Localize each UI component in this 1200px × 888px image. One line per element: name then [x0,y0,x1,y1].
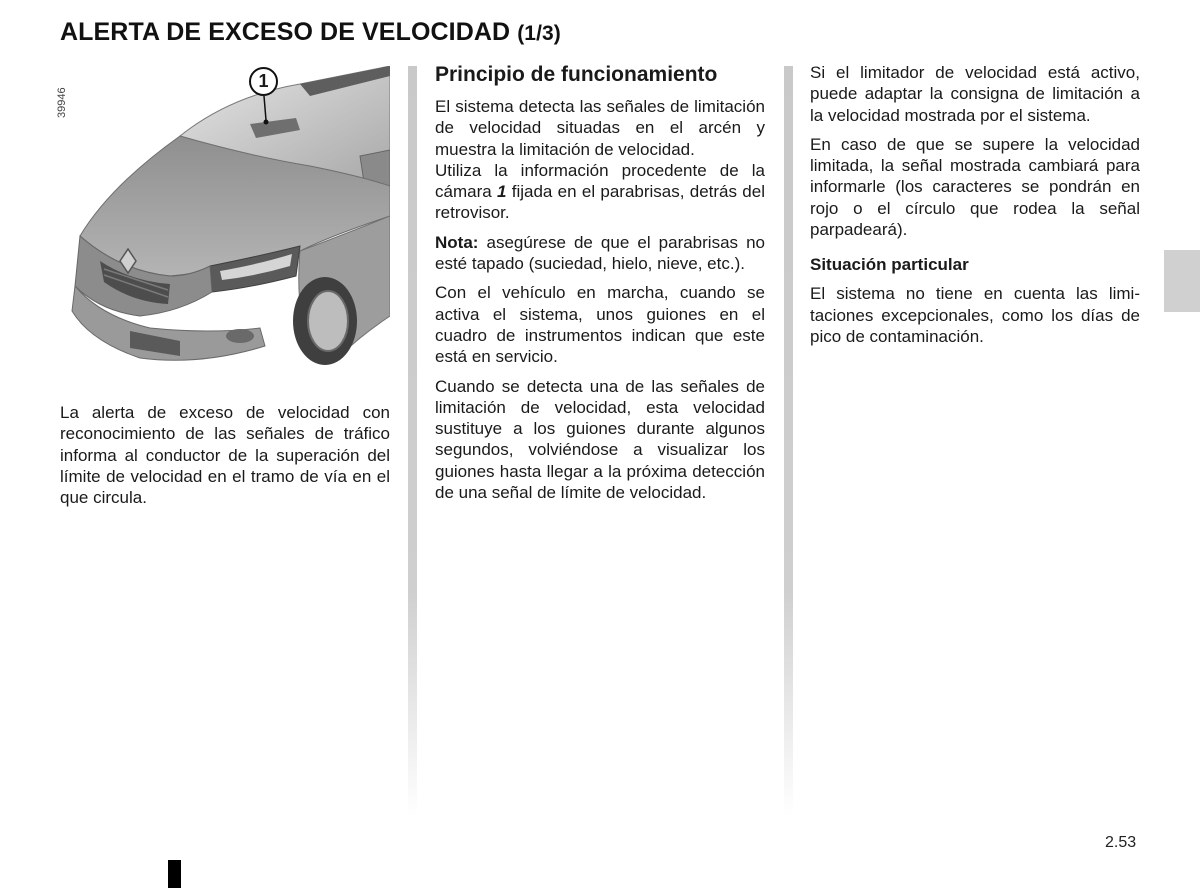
column-separator-2 [784,66,793,816]
paragraph-speed-display: Cuando se detecta una de las señales de limitación de velocidad, esta velocidad sustituye a los guiones durante algunos segundos, volviéndose a visualizar los guiones hasta llegar a la próxima detección de una señal de límite de velocidad. [435,376,765,503]
subheading-particular: Situación particular [810,255,969,275]
column-3 [810,62,1140,355]
paragraph-activation: Con el vehículo en marcha, cuando se activa el sistema, unos guiones en el cuadro de instrumentos indican que este está en servicio. [435,283,765,367]
note-label: Nota: [435,232,479,252]
paragraph-camera [435,160,765,224]
paragraph-detection: El sistema detecta las señales de limitación de velocidad situadas en el arcén y muestra la limitación de velocidad. [435,97,765,159]
camera-text-before: Utiliza la información procedente de la cámara [435,160,765,202]
figure-reference-number: 39946 [56,87,68,118]
chapter-thumb-tab [1164,250,1200,312]
column-2 [435,62,765,511]
page-title [60,18,561,47]
column-1 [60,402,390,516]
camera-reference: 1 [496,182,507,202]
camera-text-after: fijada en el parabrisas, detrás del retrovisor. [435,182,765,223]
paragraph-exceptions: El sistema no tiene en cuenta las limitaciones excepcionales, como los días de pico de contaminación. [810,284,1140,346]
callout-number: 1 [258,71,269,91]
vehicle-illustration [56,66,390,370]
crop-mark [168,860,181,888]
column-separator-1 [408,66,417,816]
callout-1 [249,67,278,96]
note-paragraph [435,232,765,275]
section-heading: Principio de funcionamiento [435,63,718,86]
page-number: 2.53 [1105,834,1137,851]
paragraph-exceeded: En caso de que se supere la velocidad limitada, la señal mostrada cambiará para informarle (los caracteres se pondrán en rojo o el círculo que rodea la señal parpadeará). [810,134,1140,240]
title-part: (1/3) [517,22,561,45]
title-text: ALERTA DE EXCESO DE VELOCIDAD [60,18,511,46]
car-drawing [60,66,390,370]
note-text: asegúrese de que el parabrisas no esté tapado (suciedad, hielo, nieve, etc.). [435,232,765,274]
intro-paragraph: La alerta de exceso de velocidad con reconocimiento de las señales de tráfico informa al conductor de la superación del límite de velocidad en el tramo de vía en el que circula. [60,403,390,508]
paragraph-limiter: Si el limitador de velocidad está activo, puede adaptar la consigna de limitación a la velocidad mostrada por el sistema. [810,63,1140,125]
